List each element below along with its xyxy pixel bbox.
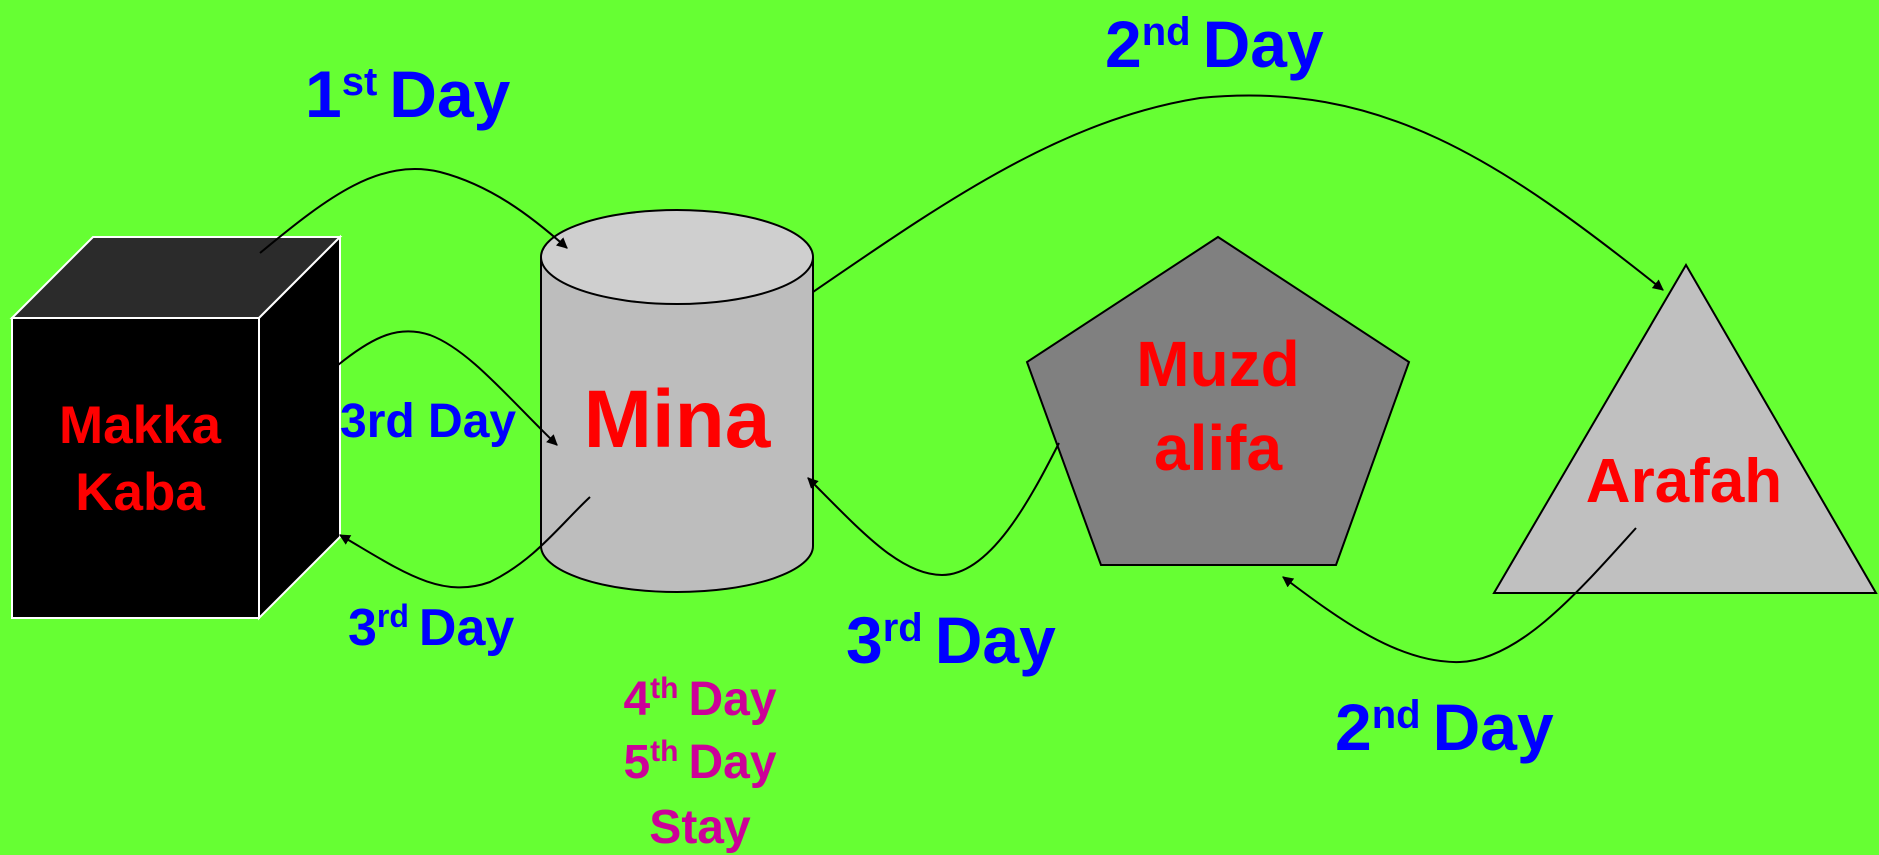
triangle-shape [1494,265,1876,593]
stay-label-line3: Stay [649,801,751,854]
day-label-1st: 1st Day [305,57,511,131]
day-label-3rd-makka-mina: 3rd Day [340,395,517,448]
stay-label-line2: 5th Day [623,735,777,789]
day-label-2nd-top: 2nd Day [1105,7,1324,81]
stay-label-line1: 4th Day [623,672,777,726]
day-label-2nd-bottom: 2nd Day [1335,690,1554,764]
makka-kaba-cube [12,237,340,618]
arafah-triangle [1494,265,1876,593]
mina-label: Mina [583,374,771,465]
muzdalifa-pentagon [1027,237,1409,565]
muzdalifa-label-line1: Muzd [1136,328,1300,400]
day-label-3rd-muzdalifa-mina: 3rd Day [846,603,1056,677]
mina-cylinder [541,210,813,592]
day-label-3rd-mina-makka: 3rd Day [348,598,515,657]
pentagon-shape [1027,237,1409,565]
makka-label-line1: Makka [58,396,222,455]
arafah-label: Arafah [1585,447,1783,516]
muzdalifa-label-line2: alifa [1153,412,1283,484]
makka-label-line2: Kaba [75,463,205,522]
cylinder-top [541,210,813,304]
route-arrow-muzdalifa-to-mina [808,443,1059,575]
